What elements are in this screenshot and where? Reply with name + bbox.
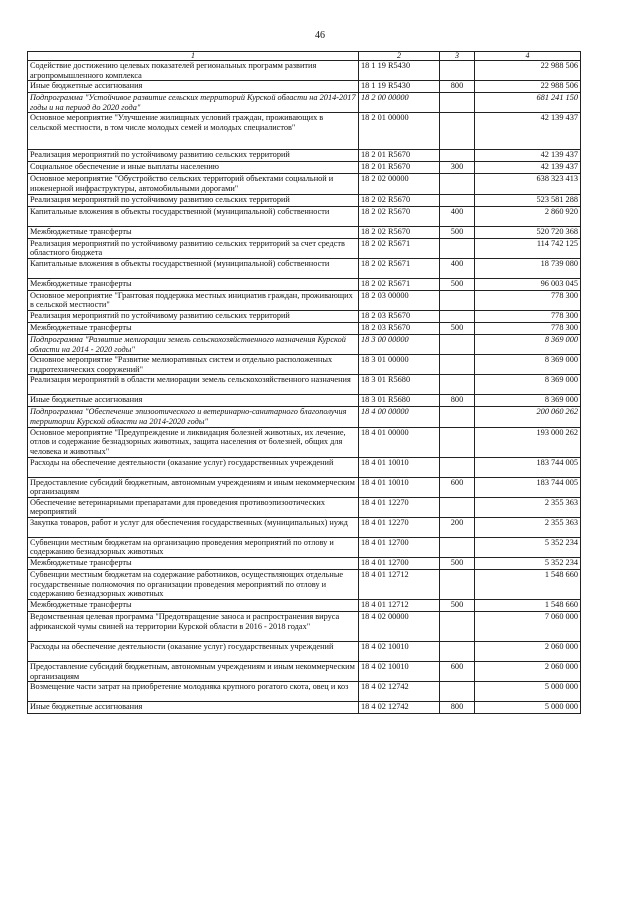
row-expense-type: 600 xyxy=(440,662,475,682)
row-name: Ведомственная целевая программа "Предотвращение заноса и распространения вируса африканской чумы свиней на территории Курской области в 2016 - 2018 годах" xyxy=(28,612,359,642)
row-amount: 2 060 000 xyxy=(475,662,581,682)
column-header-type: 3 xyxy=(440,52,475,61)
row-amount: 5 000 000 xyxy=(475,682,581,702)
row-name: Реализация мероприятий по устойчивому развитию сельских территорий xyxy=(28,194,359,206)
table-body xyxy=(28,61,581,714)
row-amount: 778 300 xyxy=(475,290,581,310)
row-code: 18 3 00 00000 xyxy=(359,334,440,354)
page-number: 46 xyxy=(315,30,325,41)
row-expense-type: 800 xyxy=(440,395,475,407)
row-amount: 681 241 150 xyxy=(475,93,581,113)
row-amount: 8 369 000 xyxy=(475,334,581,354)
row-name: Подпрограмма "Развитие мелиорации земель сельскохозяйственного назначения Курской области на 2014 - 2020 годы" xyxy=(28,334,359,354)
row-amount: 114 742 125 xyxy=(475,238,581,258)
row-amount: 5 352 234 xyxy=(475,537,581,557)
row-name: Капитальные вложения в объекты государственной (муниципальной) собственности xyxy=(28,258,359,278)
row-code: 18 4 01 12700 xyxy=(359,558,440,570)
row-amount: 1 548 660 xyxy=(475,600,581,612)
row-name: Подпрограмма "Устойчивое развитие сельских территорий Курской области на 2014-2017 годы и на период до 2020 года" xyxy=(28,93,359,113)
table-row xyxy=(28,226,581,238)
table-row xyxy=(28,238,581,258)
table-row xyxy=(28,612,581,642)
row-expense-type xyxy=(440,150,475,162)
table-row xyxy=(28,682,581,702)
row-expense-type: 200 xyxy=(440,517,475,537)
row-expense-type xyxy=(440,194,475,206)
row-name: Межбюджетные трансферты xyxy=(28,226,359,238)
row-name: Закупка товаров, работ и услуг для обеспечения государственных (муниципальных) нужд xyxy=(28,517,359,537)
row-expense-type xyxy=(440,457,475,477)
row-expense-type xyxy=(440,612,475,642)
table-row xyxy=(28,517,581,537)
row-name: Реализация мероприятий по устойчивому развитию сельских территорий за счет средств областного бюджета xyxy=(28,238,359,258)
row-code: 18 2 03 00000 xyxy=(359,290,440,310)
row-amount: 2 355 363 xyxy=(475,497,581,517)
row-name: Иные бюджетные ассигнования xyxy=(28,395,359,407)
table-row xyxy=(28,334,581,354)
row-name: Предоставление субсидий бюджетным, автономным учреждениям и иным некоммерческим организациям xyxy=(28,662,359,682)
row-amount: 183 744 005 xyxy=(475,477,581,497)
table-row xyxy=(28,113,581,150)
table-row xyxy=(28,162,581,174)
row-code: 18 2 00 00000 xyxy=(359,93,440,113)
table-row xyxy=(28,457,581,477)
row-code: 18 3 01 00000 xyxy=(359,355,440,375)
row-expense-type xyxy=(440,427,475,457)
row-amount: 193 000 262 xyxy=(475,427,581,457)
row-name: Субвенции местным бюджетам на содержание работников, осуществляющих отдельные государственные полномочия по организации проведения мероприятий по отлову и содержанию безнадзорных животных xyxy=(28,570,359,600)
row-amount: 42 139 437 xyxy=(475,150,581,162)
table-row xyxy=(28,61,581,81)
row-amount: 2 355 363 xyxy=(475,517,581,537)
table-row xyxy=(28,600,581,612)
table-row xyxy=(28,558,581,570)
row-code: 18 4 01 12712 xyxy=(359,600,440,612)
row-expense-type: 800 xyxy=(440,702,475,714)
row-code: 18 2 02 00000 xyxy=(359,174,440,194)
table-row xyxy=(28,477,581,497)
row-expense-type xyxy=(440,290,475,310)
row-name: Межбюджетные трансферты xyxy=(28,278,359,290)
row-amount: 2 060 000 xyxy=(475,642,581,662)
table-row xyxy=(28,537,581,557)
row-code: 18 4 01 12712 xyxy=(359,570,440,600)
table-row xyxy=(28,702,581,714)
row-code: 18 2 02 R5670 xyxy=(359,194,440,206)
table-row xyxy=(28,395,581,407)
table-row xyxy=(28,570,581,600)
row-amount: 778 300 xyxy=(475,322,581,334)
table-row xyxy=(28,310,581,322)
row-amount: 96 003 045 xyxy=(475,278,581,290)
row-name: Основное мероприятие "Предупреждение и ликвидация болезней животных, их лечение, отлов и содержание безнадзорных животных, защита населения от болезней, общих для человека и животных" xyxy=(28,427,359,457)
row-code: 18 2 03 R5670 xyxy=(359,322,440,334)
row-amount: 8 369 000 xyxy=(475,355,581,375)
row-amount: 523 581 288 xyxy=(475,194,581,206)
row-code: 18 2 01 00000 xyxy=(359,113,440,150)
row-code: 18 4 02 12742 xyxy=(359,702,440,714)
row-name: Иные бюджетные ассигнования xyxy=(28,702,359,714)
row-expense-type xyxy=(440,174,475,194)
budget-table xyxy=(27,51,581,714)
row-expense-type: 500 xyxy=(440,600,475,612)
row-name: Возмещение части затрат на приобретение молодняка крупного рогатого скота, овец и коз xyxy=(28,682,359,702)
row-expense-type xyxy=(440,238,475,258)
row-amount: 7 060 000 xyxy=(475,612,581,642)
table-row xyxy=(28,662,581,682)
table-row xyxy=(28,407,581,427)
table-row xyxy=(28,290,581,310)
row-amount: 1 548 660 xyxy=(475,570,581,600)
row-expense-type xyxy=(440,61,475,81)
table-row xyxy=(28,322,581,334)
row-name: Реализация мероприятий в области мелиорации земель сельскохозяйственного назначения xyxy=(28,375,359,395)
table-row xyxy=(28,194,581,206)
row-name: Субвенции местным бюджетам на организацию проведения мероприятий по отлову и содержанию безнадзорных животных xyxy=(28,537,359,557)
row-code: 18 1 19 R5430 xyxy=(359,61,440,81)
row-amount: 638 323 413 xyxy=(475,174,581,194)
row-code: 18 2 03 R5670 xyxy=(359,310,440,322)
row-code: 18 2 02 R5670 xyxy=(359,226,440,238)
row-amount: 5 000 000 xyxy=(475,702,581,714)
row-amount: 42 139 437 xyxy=(475,113,581,150)
row-expense-type: 500 xyxy=(440,226,475,238)
row-amount: 200 060 262 xyxy=(475,407,581,427)
table-row xyxy=(28,81,581,93)
row-expense-type xyxy=(440,407,475,427)
row-expense-type: 300 xyxy=(440,162,475,174)
column-header-code: 2 xyxy=(359,52,440,61)
table-row xyxy=(28,497,581,517)
row-name: Межбюджетные трансферты xyxy=(28,322,359,334)
table-row xyxy=(28,642,581,662)
row-code: 18 4 01 00000 xyxy=(359,427,440,457)
table-row xyxy=(28,258,581,278)
row-expense-type: 800 xyxy=(440,81,475,93)
row-amount: 778 300 xyxy=(475,310,581,322)
row-expense-type: 500 xyxy=(440,278,475,290)
row-code: 18 2 02 R5670 xyxy=(359,206,440,226)
row-expense-type xyxy=(440,497,475,517)
row-expense-type xyxy=(440,334,475,354)
row-name: Межбюджетные трансферты xyxy=(28,600,359,612)
table-row xyxy=(28,427,581,457)
row-code: 18 4 01 10010 xyxy=(359,477,440,497)
row-amount: 22 988 506 xyxy=(475,81,581,93)
row-name: Реализация мероприятий по устойчивому развитию сельских территорий xyxy=(28,310,359,322)
row-code: 18 2 02 R5671 xyxy=(359,278,440,290)
row-name: Обеспечение ветеринарными препаратами для проведения противоэпизоотических мероприятий xyxy=(28,497,359,517)
row-name: Межбюджетные трансферты xyxy=(28,558,359,570)
row-expense-type xyxy=(440,375,475,395)
row-name: Реализация мероприятий по устойчивому развитию сельских территорий xyxy=(28,150,359,162)
row-code: 18 2 02 R5671 xyxy=(359,238,440,258)
row-amount: 520 720 368 xyxy=(475,226,581,238)
table-row xyxy=(28,355,581,375)
row-code: 18 3 01 R5680 xyxy=(359,375,440,395)
row-code: 18 4 02 00000 xyxy=(359,612,440,642)
row-code: 18 4 02 12742 xyxy=(359,682,440,702)
row-expense-type xyxy=(440,93,475,113)
row-code: 18 4 01 12700 xyxy=(359,537,440,557)
row-expense-type xyxy=(440,310,475,322)
row-amount: 8 369 000 xyxy=(475,375,581,395)
row-expense-type: 600 xyxy=(440,477,475,497)
row-name: Подпрограмма "Обеспечение эпизоотического и ветеринарно-санитарного благополучия территории Курской области на 2014-2020 годы" xyxy=(28,407,359,427)
table-row xyxy=(28,93,581,113)
row-code: 18 4 02 10010 xyxy=(359,642,440,662)
row-expense-type xyxy=(440,682,475,702)
row-name: Расходы на обеспечение деятельности (оказание услуг) государственных учреждений xyxy=(28,642,359,662)
table-row xyxy=(28,375,581,395)
row-expense-type xyxy=(440,113,475,150)
row-name: Предоставление субсидий бюджетным, автономным учреждениям и иным некоммерческим организациям xyxy=(28,477,359,497)
row-expense-type: 400 xyxy=(440,206,475,226)
row-amount: 183 744 005 xyxy=(475,457,581,477)
column-header-amount: 4 xyxy=(475,52,581,61)
table-header-row xyxy=(28,52,581,61)
row-name: Социальное обеспечение и иные выплаты населению xyxy=(28,162,359,174)
row-expense-type xyxy=(440,642,475,662)
row-code: 18 4 01 12270 xyxy=(359,497,440,517)
row-code: 18 4 01 12270 xyxy=(359,517,440,537)
row-amount: 42 139 437 xyxy=(475,162,581,174)
row-expense-type: 500 xyxy=(440,558,475,570)
row-code: 18 3 01 R5680 xyxy=(359,395,440,407)
row-expense-type xyxy=(440,537,475,557)
table-row xyxy=(28,174,581,194)
table-row xyxy=(28,278,581,290)
row-amount: 22 988 506 xyxy=(475,61,581,81)
table-row xyxy=(28,150,581,162)
row-amount: 18 739 080 xyxy=(475,258,581,278)
row-name: Иные бюджетные ассигнования xyxy=(28,81,359,93)
row-amount: 8 369 000 xyxy=(475,395,581,407)
row-code: 18 1 19 R5430 xyxy=(359,81,440,93)
row-expense-type: 500 xyxy=(440,322,475,334)
row-name: Капитальные вложения в объекты государственной (муниципальной) собственности xyxy=(28,206,359,226)
row-amount: 2 860 920 xyxy=(475,206,581,226)
row-code: 18 2 01 R5670 xyxy=(359,162,440,174)
row-name: Расходы на обеспечение деятельности (оказание услуг) государственных учреждений xyxy=(28,457,359,477)
table-row xyxy=(28,206,581,226)
row-name: Основное мероприятие "Развитие мелиоративных систем и отдельно расположенных гидротехнических сооружений" xyxy=(28,355,359,375)
row-code: 18 2 01 R5670 xyxy=(359,150,440,162)
row-name: Основное мероприятие "Грантовая поддержка местных инициатив граждан, проживающих в сельской местности" xyxy=(28,290,359,310)
row-name: Содействие достижению целевых показателей региональных программ развития агропромышленного комплекса xyxy=(28,61,359,81)
row-amount: 5 352 234 xyxy=(475,558,581,570)
row-name: Основное мероприятие "Улучшение жилищных условий граждан, проживающих в сельской местности, в том числе молодых семей и молодых специалистов" xyxy=(28,113,359,150)
row-code: 18 4 00 00000 xyxy=(359,407,440,427)
column-header-name: 1 xyxy=(28,52,359,61)
row-expense-type: 400 xyxy=(440,258,475,278)
row-code: 18 2 02 R5671 xyxy=(359,258,440,278)
row-name: Основное мероприятие "Обустройство сельских территорий объектами социальной и инженерной инфраструктуры, автомобильными дорогами" xyxy=(28,174,359,194)
row-code: 18 4 02 10010 xyxy=(359,662,440,682)
row-expense-type xyxy=(440,570,475,600)
row-expense-type xyxy=(440,355,475,375)
row-code: 18 4 01 10010 xyxy=(359,457,440,477)
